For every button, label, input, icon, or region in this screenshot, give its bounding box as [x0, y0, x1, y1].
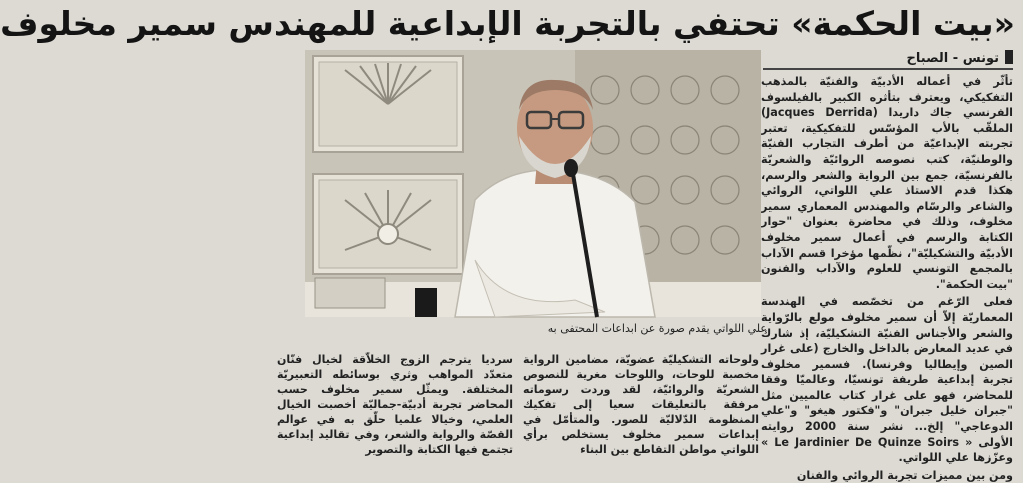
- paragraph: ولوحاته التشكيليّة عضويّة، مضامين الرواية مخصبة للوحات، واللوحات مغرية للنصوص الشعريّة والروائيّة، لقد وردت رسوماته مرفقة بالتعليقات سعيا إلى تفكيك المنظومة الدّلاليّة للصور. والمتأمّل في إبداعات سمير مخلوف يستخلص برأي اللواتي مواطن التقاطع بين البناء: [523, 353, 759, 456]
- photo-caption: علي اللواتي يقدم صورة عن ابداعات المحتفى به: [547, 322, 767, 335]
- right-text-column: [761, 74, 1014, 482]
- dateline-text: تونس - الصباح: [906, 51, 999, 66]
- dateline: [763, 50, 1013, 70]
- paragraph: سرديا يترجم الزوج الخلاّقة لخيال فنّان متعدّد المواهب وثري بوسائطه التعبيريّة المختلفة. ويمثّل سمير مخلوف حسب المحاضر تجربة أدبيّة-جماليّة أخصبت الخيال العلمي، وخيالا علميا حلّق به في عوالم القصّة والرواية والشعر، وفي تقاليد إبداعية تجتمع فيها الكتابة والتصوير: [277, 353, 513, 456]
- article-headline: «بيت الحكمة» تحتفي بالتجربة الإبداعية للمهندس سمير مخلوف: [0, 4, 1015, 43]
- portrait-photo-icon: [305, 50, 761, 317]
- paragraph: تأثّر في أعماله الأدبيّة والفنيّة بالمذهب التفكيكي، ويعترف بتأثره الكبير بالفيلسوف الفرنسي جاك داريدا (Jacques Derrida) الملقّب بالأب المؤسّس للتفكيكية، تعتبر تجربته الإبداعيّة من أطرف التجارب الفنيّة والوطنيّة، كتب نصوصه الروائيّة والشعريّة بالفرنسيّة، جمع بين الرواية والشعر والرسم، هكذا قدم الاستاذ علي اللواتي، الروائي والشاعر والرسّام والمهندس المعماري سمير مخلوف، وذلك في محاضرة بعنوان "حوار الكتابة والرسم في أعمال سمير مخلوف الأدبيّة والتشكيليّة"، نظّمها مؤخرا قسم الآداب بالمجمع التونسي للعلوم والآداب والفنون "بيت الحكمة".: [761, 75, 1013, 291]
- dateline-marker: [1005, 50, 1013, 64]
- left-text-column: [277, 352, 513, 456]
- paragraph: فعلى الرّغم من تخصّصه في الهندسة المعماريّة إلاّ أن سمير مخلوف مولع بالرّواية والشعر والأجناس الفنيّة التشكيليّة، إذ شارك في عديد المعارض بالداخل والخارج (على غرار الصين وإيطاليا وفرنسا). فسمير مخلوف تجربة إبداعية طريفة تونسيّا، وعالميّا وفقا للمحاضر، فهو على غرار كتاب عالميين مثل "جبران خليل جبران" و"فكتور هيغو" و"علي الدوعاجي" إلخ... نشر سنة 2000 روايته الأولى « Le Jardinier De Quinze Soirs » وعزّزها علي اللواتي.: [761, 295, 1014, 465]
- middle-text-column: [523, 352, 759, 456]
- paragraph: ومن بين مميزات تجربة الروائي والفنان: [796, 468, 1013, 482]
- article-photo: [305, 50, 761, 317]
